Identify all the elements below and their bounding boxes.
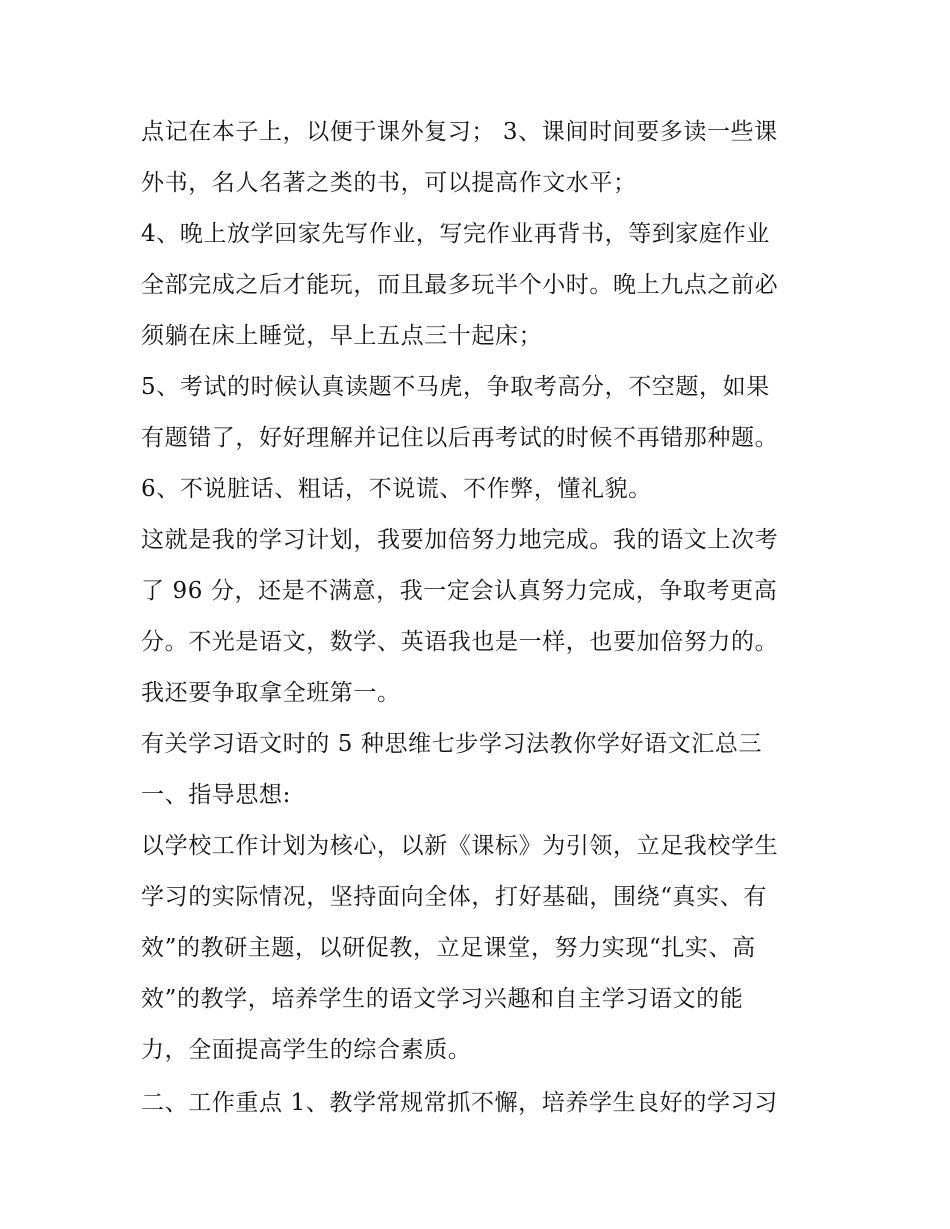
text-line: 力，全面提高学生的综合素质。	[141, 1037, 472, 1063]
text-line: 分。不光是语文，数学、英语我也是一样，也要加倍努力的。	[141, 629, 779, 655]
text-line: 这就是我的学习计划，我要加倍努力地完成。我的语文上次考	[141, 527, 779, 553]
section-heading: 二、工作重点 1、教学常规常抓不懈，培养学生良好的学习习	[141, 1090, 778, 1116]
section-heading: 有关学习语文时的 5 种思维七步学习法教你学好语文汇总三	[141, 731, 763, 757]
text-line: 学习的实际情况，坚持面向全体，打好基础，围绕“真实、有	[141, 884, 767, 910]
text-line: 我还要争取拿全班第一。	[141, 680, 401, 706]
text-line: 5、考试的时候认真读题不马虎，争取考高分，不空题，如果	[141, 374, 770, 400]
text-line: 全部完成之后才能玩，而且最多玩半个小时。晚上九点之前必	[141, 272, 779, 298]
text-line: 以学校工作计划为核心，以新《课标》为引领，立足我校学生	[141, 833, 779, 859]
text-line: 有题错了，好好理解并记住以后再考试的时候不再错那种题。	[141, 425, 779, 451]
text-line: 4、晚上放学回家先写作业，写完作业再背书，等到家庭作业	[141, 221, 770, 247]
text-line: 须躺在床上睡觉，早上五点三十起床；	[141, 323, 543, 349]
text-line: 6、不说脏话、粗话，不说谎、不作弊，懂礼貌。	[141, 476, 652, 502]
text-line: 点记在本子上，以便于课外复习； 3、课间时间要多读一些课	[141, 119, 778, 145]
text-line: 效”的教研主题，以研促教，立足课堂，努力实现“扎实、高	[141, 935, 756, 961]
text-line: 外书，名人名著之类的书，可以提高作文水平；	[141, 170, 637, 196]
text-line: 了 96 分，还是不满意，我一定会认真努力完成，争取考更高	[141, 578, 778, 604]
text-line: 效”的教学，培养学生的语文学习兴趣和自主学习语文的能	[141, 986, 744, 1012]
document-body	[141, 107, 821, 1129]
section-heading: 一、指导思想:	[141, 782, 291, 808]
